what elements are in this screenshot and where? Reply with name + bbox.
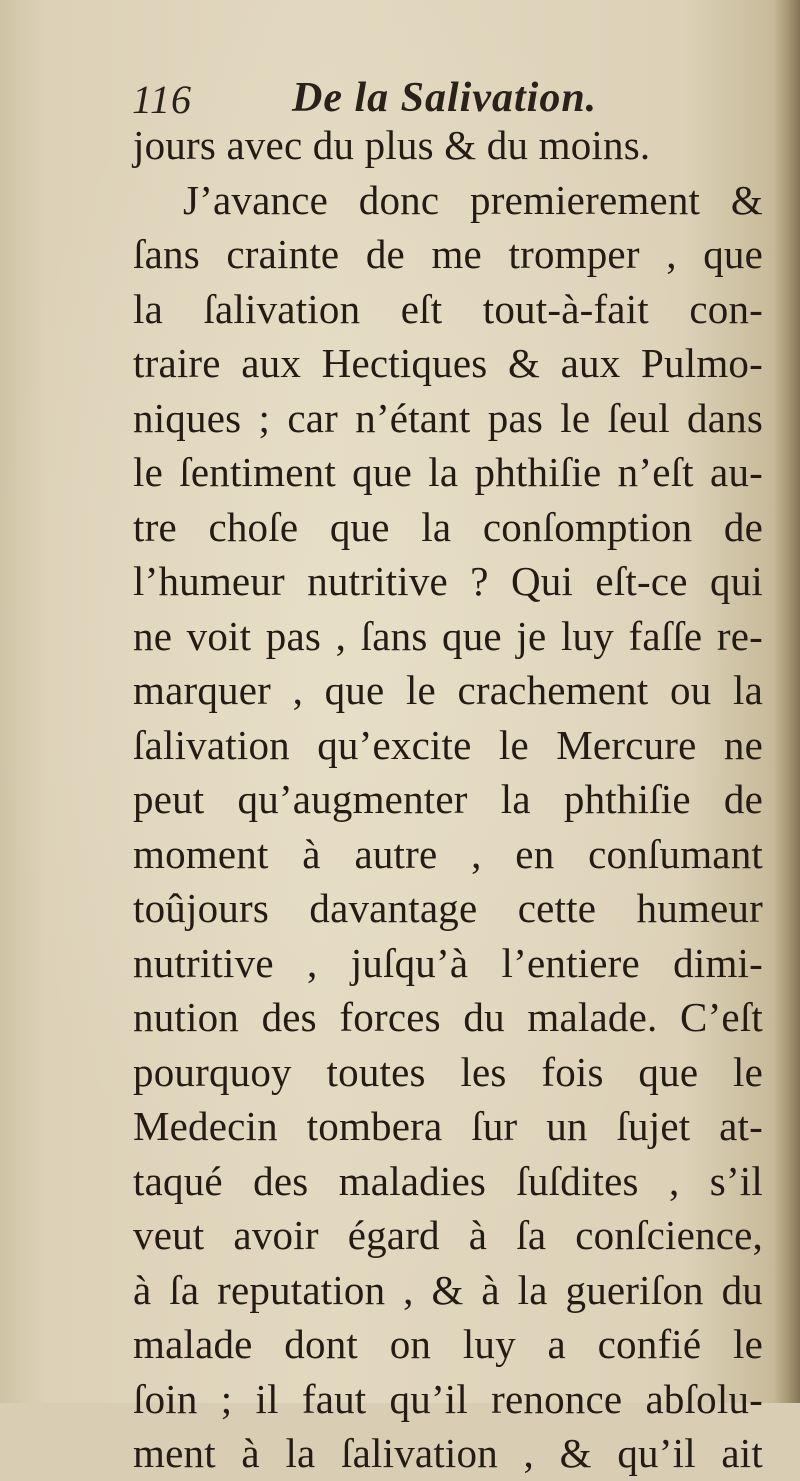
- text-line: nutritive , juſqu’à l’entiere dimi-: [133, 939, 763, 986]
- text-line: tre choſe que la conſomption de: [133, 503, 763, 550]
- text-line: le ſentiment que la phthiſie n’eſt au-: [133, 449, 763, 495]
- text-line: à ſa reputation , & à la gueriſon du: [133, 1266, 763, 1313]
- text-line: ne voit pas , ſans que je luy faſſe re-: [133, 612, 763, 659]
- text-line: ſoin ; il faut qu’il renonce abſolu-: [133, 1375, 763, 1422]
- text-line: ſans crainte de me tromper , que: [133, 231, 763, 277]
- text-line: toûjours davantage cette humeur: [133, 885, 763, 931]
- text-line: traire aux Hectiques & aux Pulmo-: [133, 340, 763, 386]
- text-line: ment à la ſalivation , & qu’il ait: [133, 1430, 763, 1476]
- page-number: 116: [132, 77, 193, 122]
- running-head-title: De la Salivation.: [292, 75, 598, 121]
- text-line: J’avance donc premierement &: [183, 176, 763, 223]
- body-text: [133, 118, 763, 1481]
- text-line: peut qu’augmenter la phthiſie de: [133, 776, 763, 822]
- text-line: l’humeur nutritive ? Qui eſt-ce qui: [133, 558, 763, 604]
- text-line: ſalivation qu’excite le Mercure ne: [133, 721, 763, 768]
- text-line: marquer , que le crachement ou la: [133, 667, 763, 713]
- text-line: malade dont on luy a confié le: [133, 1321, 763, 1367]
- text-line: pourquoy toutes les fois que le: [133, 1048, 763, 1095]
- text-line: jours avec du plus & du moins.: [133, 122, 651, 168]
- text-line: veut avoir égard à ſa conſcience,: [133, 1212, 763, 1258]
- text-line: Medecin tombera ſur un ſujet at-: [133, 1103, 763, 1149]
- text-line: nution des forces du malade. C’eſt: [133, 994, 763, 1040]
- text-line: la ſalivation eſt tout-à-fait con-: [133, 285, 763, 332]
- text-line: taqué des maladies ſuſdites , s’il: [133, 1157, 763, 1204]
- text-line: niques ; car n’étant pas le ſeul dans: [133, 394, 763, 441]
- text-line: moment à autre , en conſumant: [133, 830, 763, 877]
